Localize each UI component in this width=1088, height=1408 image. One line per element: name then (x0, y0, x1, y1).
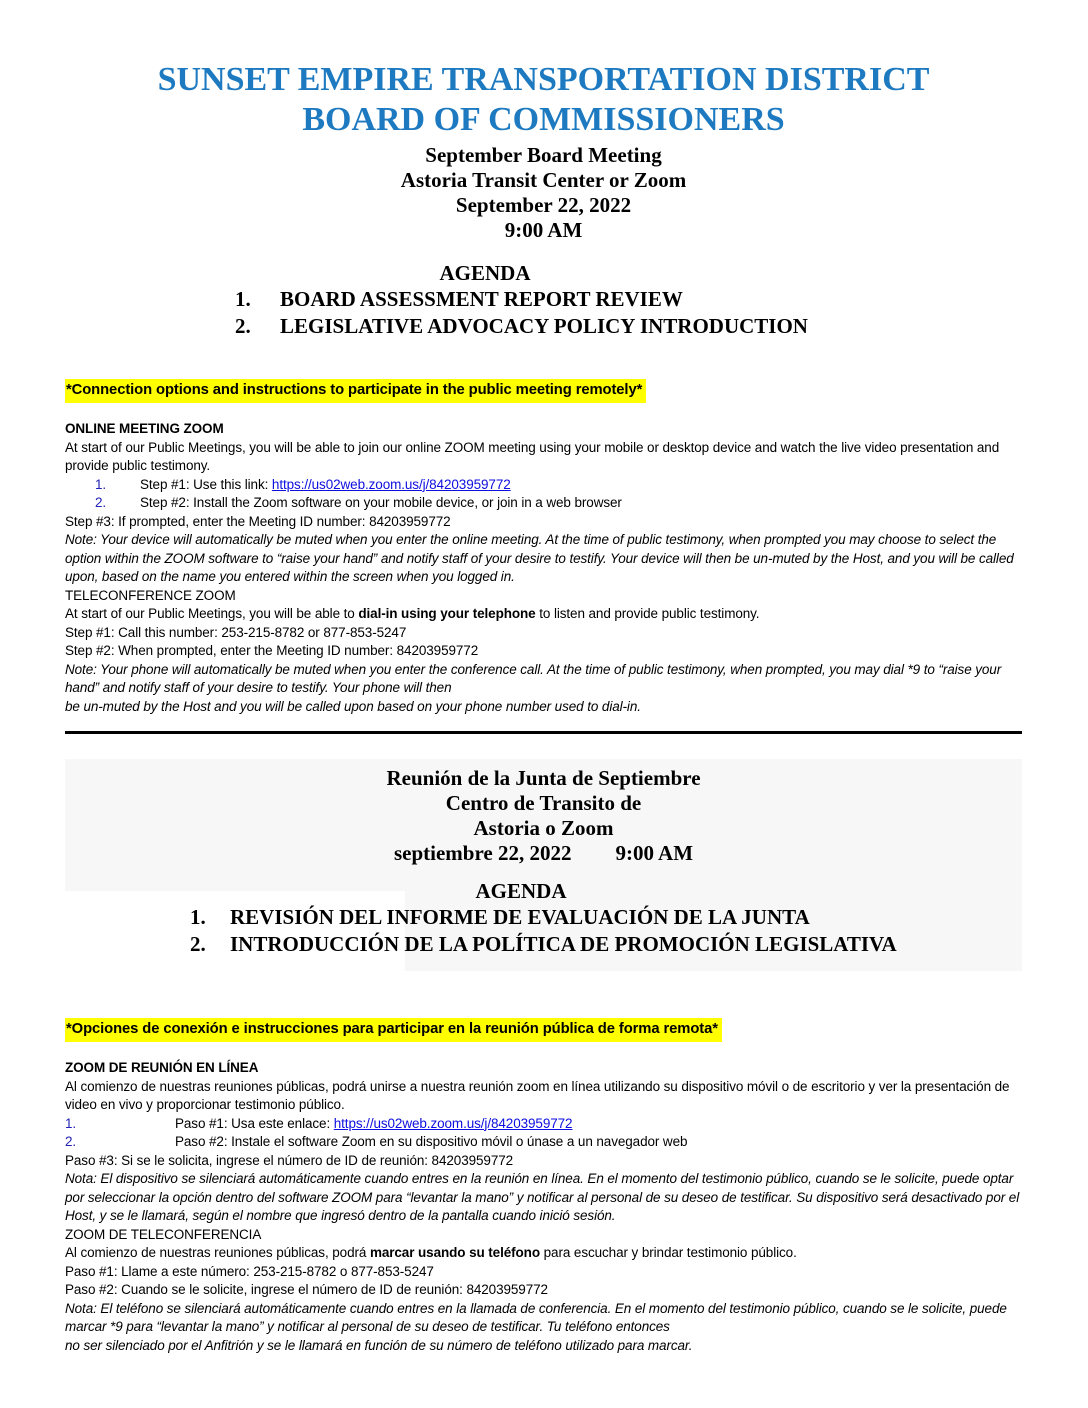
agenda-item-number: 2. (190, 932, 206, 956)
zoom-meeting-link[interactable]: https://us02web.zoom.us/j/84203959772 (271, 476, 511, 492)
online-meeting-note-es: Nota: El dispositivo se silenciará automáticamente cuando entres en la reunión en línea. En el momento del testimonio público, cuando se le solicite, puede optar por seleccionar la opción dentro del software ZOOM para “levantar la mano” y notificar al personal de su deseo de testificar. Su dispositivo será desactivado por el Host, y se le llamará, según el nombre que ingresó dentro de la pantalla cuando inició sesión. (65, 1171, 1020, 1223)
zoom-meeting-link[interactable]: https://us02web.zoom.us/j/84203959772 (333, 1115, 573, 1131)
step-number: 1. (65, 1115, 77, 1131)
teleconference-heading-es: ZOOM DE TELECONFERENCIA (65, 1226, 262, 1242)
step-number: 1. (95, 476, 107, 492)
instructions-spanish (65, 1059, 1022, 1355)
step-1-row (65, 476, 1022, 495)
agenda-item-number: 1. (235, 287, 251, 311)
agenda-item-label: REVISIÓN DEL INFORME DE EVALUACIÓN DE LA JUNTA (230, 905, 810, 929)
highlighted-text: *Connection options and instructions to participate in the public meeting remotely* (65, 379, 646, 403)
meeting-time: 9:00 AM (504, 218, 583, 242)
step-1-row-es (65, 1115, 1022, 1134)
district-title-line2: BOARD OF COMMISSIONERS (302, 101, 785, 138)
spanish-title-line2: Centro de Transito de (445, 791, 642, 815)
teleconference-heading: TELECONFERENCE ZOOM (65, 587, 236, 603)
online-meeting-intro: At start of our Public Meetings, you will be able to join our online ZOOM meeting using your mobile or desktop device and watch the live video presentation and provide public testimony. (65, 439, 1000, 473)
section-divider (65, 731, 1022, 734)
agenda-item (65, 313, 905, 340)
online-meeting-heading-es: ZOOM DE REUNIÓN EN LÍNEA (65, 1060, 259, 1075)
teleconference-intro: At start of our Public Meetings, you will be able to dial-in using your telephone to listen and provide public testimony. (65, 606, 760, 621)
step-text: Paso #1: Usa este enlace: https://us02web.zoom.us/j/84203959772 (175, 1115, 573, 1131)
online-meeting-intro-es: Al comienzo de nuestras reuniones públicas, podrá unirse a nuestra reunión zoom en línea utilizando su dispositivo móvil o de escritorio y ver la presentación de video en vivo y proporcionar testimonio público. (65, 1078, 1010, 1112)
agenda-item-label: BOARD ASSESSMENT REPORT REVIEW (280, 287, 683, 311)
spanish-title-line1: Reunión de la Junta de Septiembre (386, 766, 701, 790)
teleconference-step1-es: Paso #1: Llame a este número: 253-215-8782 o 877-853-5247 (65, 1263, 434, 1279)
agenda-item-number: 2. (235, 314, 251, 338)
step-3-text-es: Paso #3: Si se le solicita, ingrese el número de ID de reunión: 84203959772 (65, 1152, 514, 1168)
step-2-row (65, 494, 1022, 513)
step-number: 2. (65, 1134, 77, 1149)
district-title-line1: SUNSET EMPIRE TRANSPORTATION DISTRICT (157, 61, 930, 98)
teleconference-note-line1-es: Nota: El teléfono se silenciará automáticamente cuando entres en la llamada de conferencia. En el momento del testimonio público, cuando se le solicite, puede marcar *9 para “levantar la mano” y notificar al personal de su deseo de testificar. Tu teléfono entonces (65, 1300, 1007, 1334)
step-text: Step #2: Install the Zoom software on your mobile device, or join in a web browser (140, 495, 622, 510)
teleconference-note-line2: be un-muted by the Host and you will be called upon based on your phone number used to dial-in. (65, 698, 641, 714)
dial-in-bold-text-es: marcar usando su teléfono (369, 1245, 540, 1260)
connection-banner-english (65, 379, 1022, 403)
teleconference-step1: Step #1: Call this number: 253-215-8782 or 877-853-5247 (65, 624, 407, 640)
connection-banner-spanish (65, 1018, 1022, 1042)
agenda-item (65, 931, 977, 958)
agenda-heading-spanish: AGENDA (475, 879, 567, 903)
agenda-english (65, 261, 905, 340)
step-text: Step #1: Use this link: https://us02web.zoom.us/j/84203959772 (140, 476, 511, 492)
meeting-info (65, 143, 1022, 243)
agenda-item-label: LEGISLATIVE ADVOCACY POLICY INTRODUCTION (280, 314, 808, 338)
document-header (65, 60, 1022, 243)
online-meeting-heading: ONLINE MEETING ZOOM (65, 421, 224, 436)
spanish-date-time (65, 841, 1022, 866)
step-text: Paso #2: Instale el software Zoom en su dispositivo móvil o únase a un navegador web (175, 1134, 688, 1149)
meeting-date: September 22, 2022 (455, 193, 632, 217)
teleconference-step2-es: Paso #2: Cuando se le solicite, ingrese el número de ID de reunión: 84203959772 (65, 1282, 548, 1297)
spanish-time: 9:00 AM (615, 841, 694, 865)
step-2-row-es (65, 1133, 1022, 1152)
step-3-text: Step #3: If prompted, enter the Meeting ID number: 84203959772 (65, 513, 451, 529)
online-meeting-note: Note: Your device will automatically be muted when you enter the online meeting. At the time of public testimony, when prompted you may choose to select the option within the ZOOM software to “raise your hand” and notify staff of your desire to testify. Your device will then be un-muted by the Host, and you will be called upon, based on the name you entered within the screen when you logged in. (65, 532, 1014, 584)
teleconference-intro-es: Al comienzo de nuestras reuniones públicas, podrá marcar usando su teléfono para escuchar y brindar testimonio público. (65, 1245, 797, 1260)
spanish-title-line3: Astoria o Zoom (473, 816, 614, 840)
instructions-english (65, 420, 1022, 716)
agenda-item (65, 286, 905, 313)
agenda-item-number: 1. (190, 905, 206, 929)
teleconference-note-line2-es: no ser silenciado por el Anfitrión y se le llamará en función de su número de teléfono utilizado para marcar. (65, 1337, 693, 1353)
spanish-header-panel (65, 759, 1022, 971)
dial-in-bold-text: dial-in using your telephone (358, 606, 536, 621)
teleconference-note-line1: Note: Your phone will automatically be muted when you enter the conference call. At the time of public testimony, when prompted, you may dial *9 to “raise your hand” and notify staff of your desire to testify. Your phone will then (65, 661, 1002, 695)
highlighted-text: *Opciones de conexión e instrucciones para participar en la reunión pública de forma remota* (65, 1018, 722, 1042)
spanish-date: septiembre 22, 2022 (393, 841, 572, 865)
teleconference-step2: Step #2: When prompted, enter the Meeting ID number: 84203959772 (65, 643, 479, 658)
step-number: 2. (95, 495, 107, 510)
meeting-name: September Board Meeting (425, 143, 662, 167)
agenda-item-label: INTRODUCCIÓN DE LA POLÍTICA DE PROMOCIÓN LEGISLATIVA (230, 932, 897, 956)
meeting-location: Astoria Transit Center or Zoom (400, 168, 687, 192)
agenda-heading-english: AGENDA (439, 261, 531, 285)
agenda-spanish (65, 879, 977, 958)
agenda-item (65, 904, 977, 931)
